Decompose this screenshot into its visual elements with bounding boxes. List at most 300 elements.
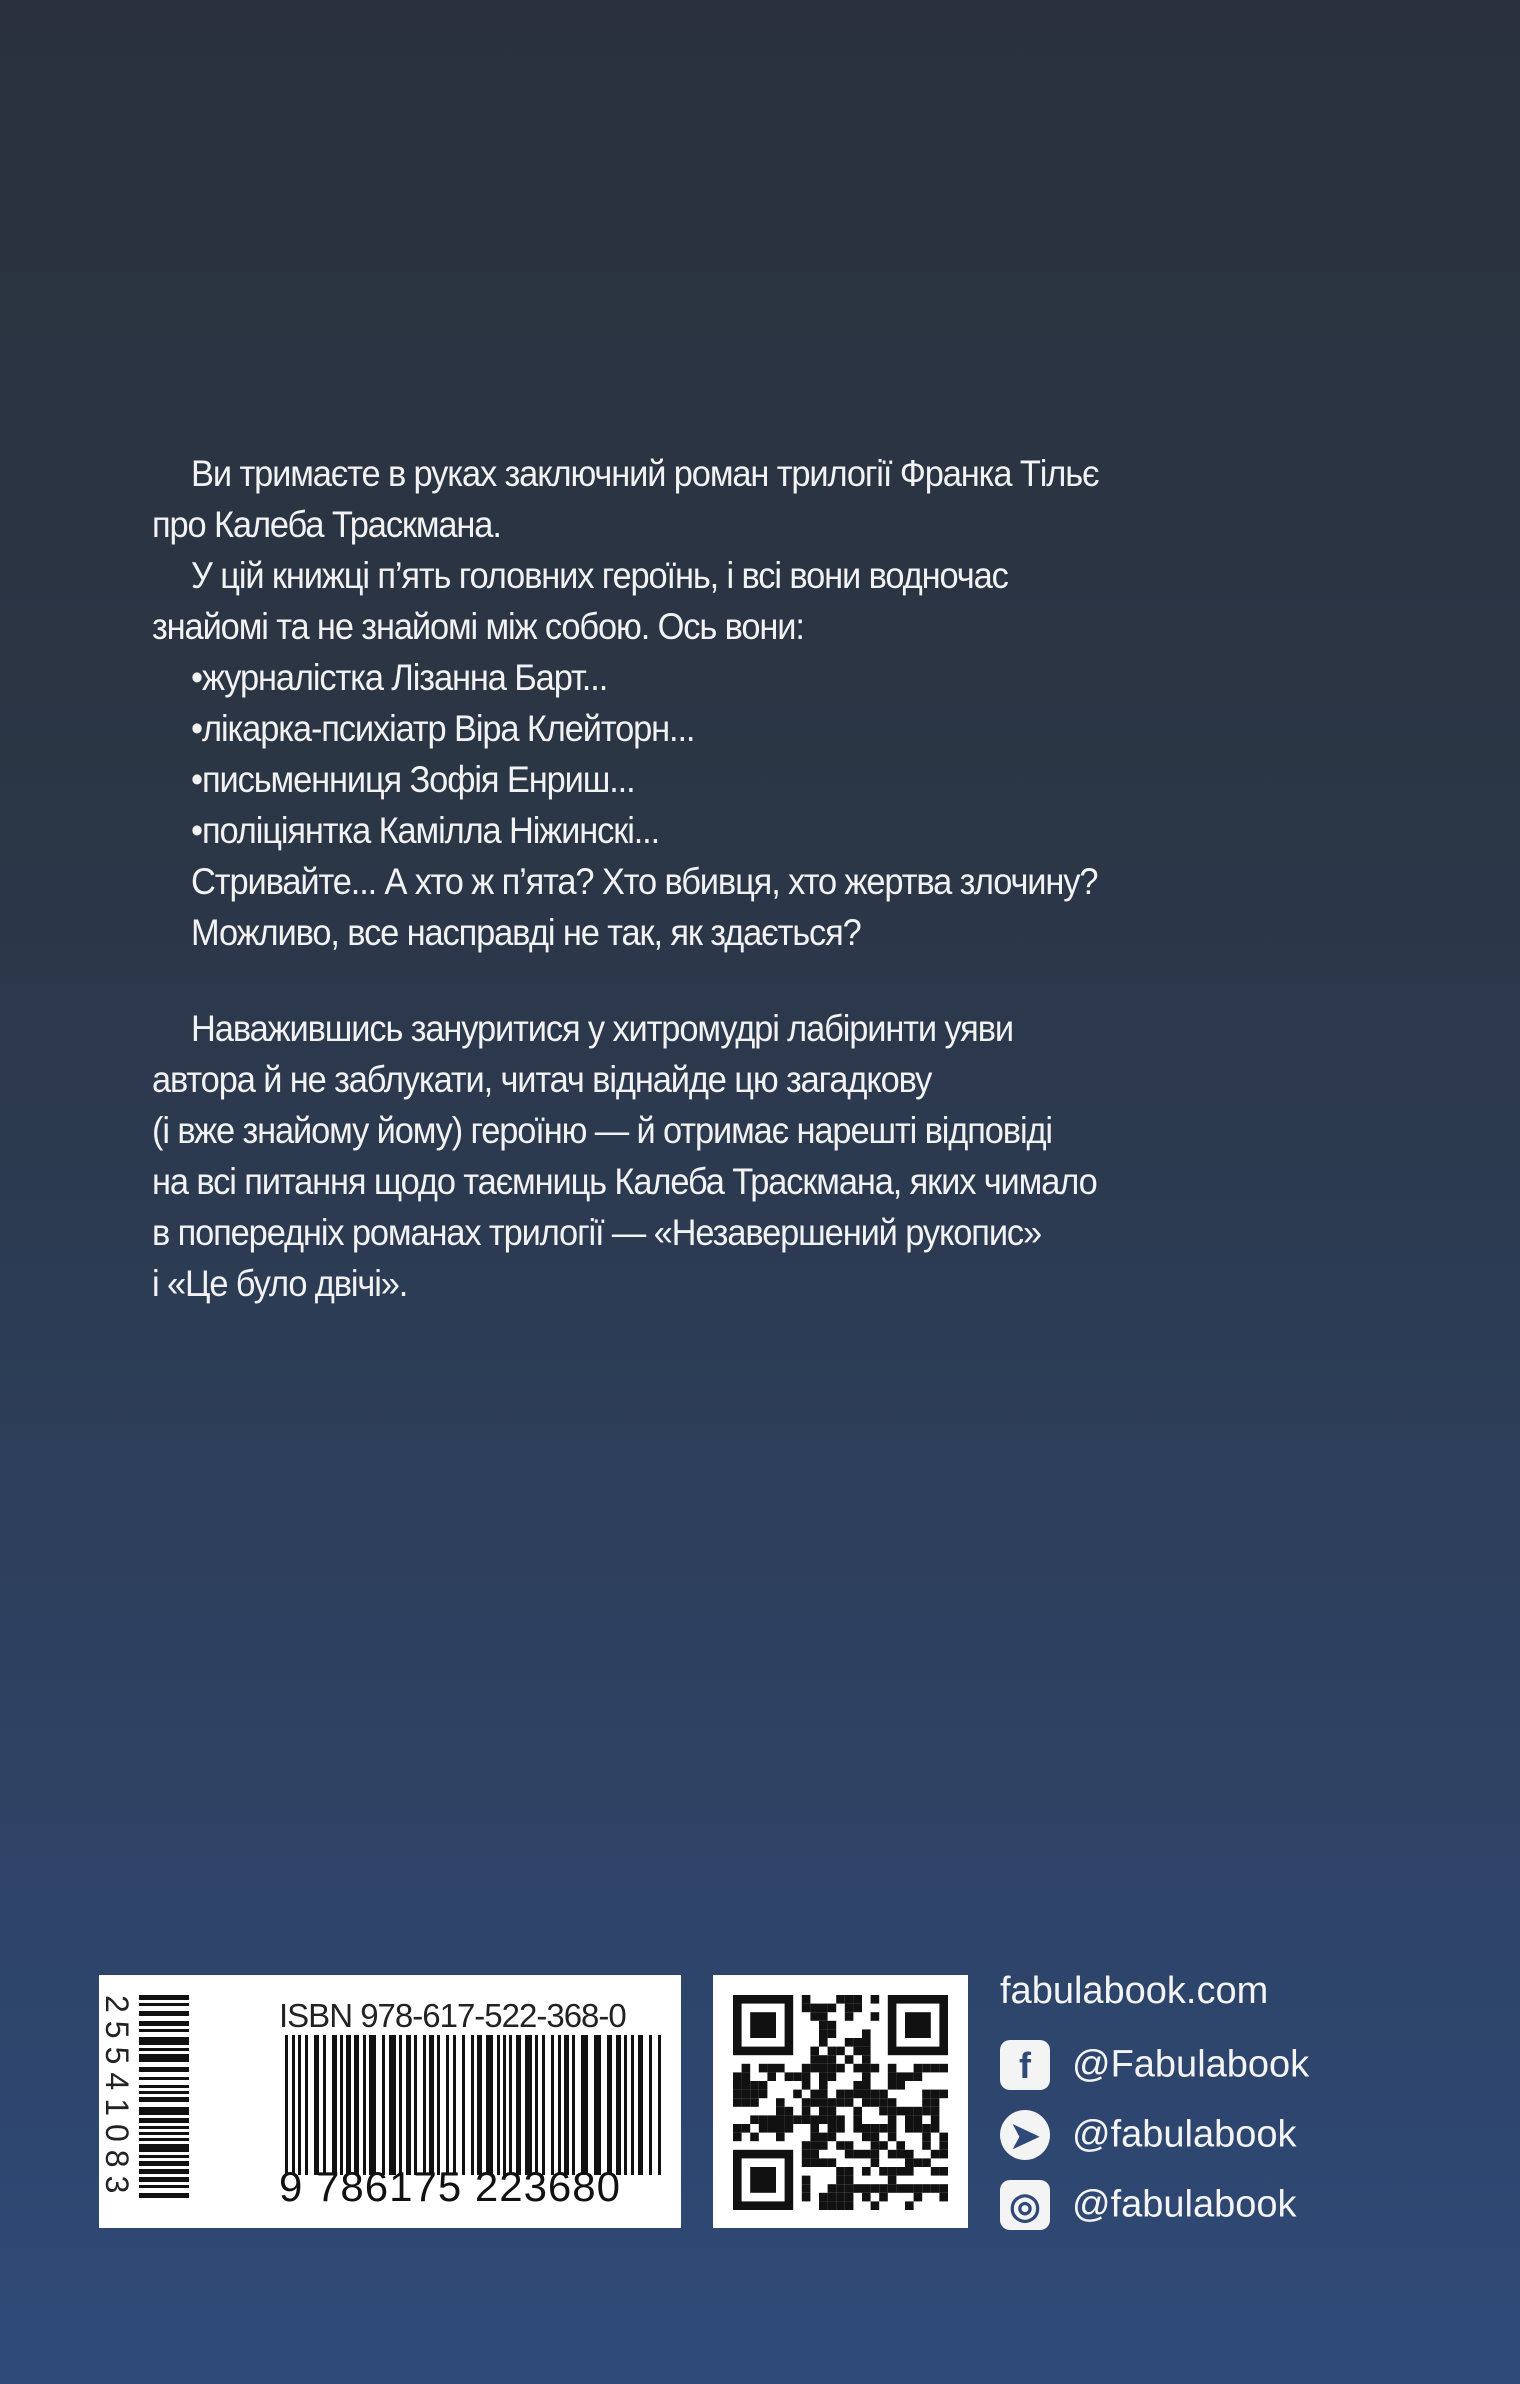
qr-module	[845, 2055, 854, 2064]
ean-digits: 9 786175 223680	[279, 2163, 621, 2210]
barcode-bar	[497, 2035, 500, 2175]
qr-module	[802, 1995, 811, 2004]
qr-module	[810, 2090, 819, 2099]
qr-module	[853, 2115, 862, 2124]
qr-module	[853, 2047, 862, 2056]
barcode-bar	[139, 2037, 189, 2045]
barcode-bar	[314, 2035, 319, 2175]
qr-module	[819, 2081, 828, 2090]
qr-module	[914, 2064, 923, 2073]
qr-module	[879, 2098, 888, 2107]
qr-module	[862, 2072, 871, 2081]
qr-module	[862, 2098, 871, 2107]
bullet-item: •лікарка-психіатр Віра Клейторн...	[191, 708, 695, 749]
qr-module	[862, 2167, 871, 2176]
qr-module	[888, 2081, 897, 2090]
telegram-handle: @fabulabook	[1072, 2113, 1297, 2156]
qr-module	[776, 2115, 785, 2124]
telegram-icon: ➤	[1000, 2110, 1050, 2160]
qr-module	[931, 2184, 940, 2193]
qr-module	[828, 2098, 837, 2107]
text-line: знайомі та не знайомі між собою. Ось вони:	[152, 606, 804, 647]
qr-module	[896, 2141, 905, 2150]
qr-module	[836, 2124, 845, 2133]
qr-module	[896, 2072, 905, 2081]
qr-module	[914, 2124, 923, 2133]
barcode-bar	[414, 2035, 417, 2175]
qr-module	[810, 2012, 819, 2021]
telegram-link[interactable]	[1000, 2110, 1297, 2160]
barcode-bar	[509, 2035, 512, 2175]
qr-module	[810, 2064, 819, 2073]
barcode-bar	[346, 2035, 351, 2175]
qr-module	[750, 2098, 759, 2107]
qr-module	[819, 2158, 828, 2167]
qr-module	[733, 2081, 742, 2090]
barcode-bar	[139, 2067, 189, 2072]
qr-module	[879, 2107, 888, 2116]
bullet-item: •поліціянтка Камілла Ніжинскі...	[191, 810, 660, 851]
qr-module	[896, 2167, 905, 2176]
barcode-bar	[616, 2035, 621, 2175]
qr-module	[871, 2090, 880, 2099]
qr-module	[939, 2133, 948, 2142]
qr-module	[776, 2124, 785, 2133]
barcode-bar	[139, 2048, 189, 2051]
qr-module	[819, 2193, 828, 2202]
barcode-bar	[363, 2035, 366, 2175]
qr-module	[767, 2124, 776, 2133]
instagram-handle: @fabulabook	[1072, 2183, 1297, 2226]
instagram-link[interactable]	[1000, 2180, 1297, 2230]
qr-module	[810, 2158, 819, 2167]
qr-module	[862, 2029, 871, 2038]
qr-module	[802, 2004, 811, 2013]
qr-module	[862, 2150, 871, 2159]
bullet-item: •журналістка Лізанна Барт...	[191, 657, 608, 698]
qr-module	[853, 2150, 862, 2159]
text-line: Стривайте... А хто ж п’ята? Хто вбивця, хто жертва злочину?	[191, 861, 1098, 902]
barcode-bar	[658, 2035, 661, 2175]
qr-module	[905, 2124, 914, 2133]
qr-module	[845, 2098, 854, 2107]
qr-module	[828, 2047, 837, 2056]
qr-module	[871, 2133, 880, 2142]
qr-module	[888, 2150, 897, 2159]
barcode-bar	[323, 2035, 326, 2175]
ean-barcode	[285, 2035, 665, 2175]
qr-module	[905, 2201, 914, 2210]
qr-finder-center	[750, 2012, 776, 2038]
instagram-icon: ◎	[1000, 2180, 1050, 2230]
text-line: автора й не заблукати, читач віднайде цю загадкову	[152, 1059, 932, 1100]
qr-module	[802, 2184, 811, 2193]
qr-module	[845, 2038, 854, 2047]
qr-module	[879, 2124, 888, 2133]
qr-module	[802, 2193, 811, 2202]
barcode-bar	[535, 2035, 538, 2175]
qr-module	[836, 2047, 845, 2056]
barcode-bar	[292, 2035, 295, 2175]
qr-module	[802, 2141, 811, 2150]
barcode-bar	[139, 2107, 189, 2115]
qr-module	[819, 2038, 828, 2047]
qr-module	[862, 2038, 871, 2047]
qr-module	[888, 2124, 897, 2133]
qr-module	[793, 2072, 802, 2081]
qr-module	[914, 2107, 923, 2116]
isbn-text: ISBN 978-617-522-368-0	[279, 1997, 626, 2034]
qr-module	[742, 2124, 751, 2133]
qr-module	[776, 2064, 785, 2073]
qr-module	[759, 2115, 768, 2124]
barcode-bar	[389, 2035, 396, 2175]
qr-module	[819, 2055, 828, 2064]
barcode-bar	[503, 2035, 506, 2175]
qr-module	[828, 2055, 837, 2064]
qr-module	[871, 2012, 880, 2021]
qr-module	[853, 2004, 862, 2013]
qr-module	[905, 2072, 914, 2081]
bullet-item: •письменниця Зофія Енриш...	[191, 759, 635, 800]
bullet-text: письменниця Зофія Енриш...	[202, 759, 635, 800]
qr-module	[862, 2184, 871, 2193]
barcode-bar	[139, 2021, 189, 2026]
qr-module	[810, 2115, 819, 2124]
qr-module	[819, 2107, 828, 2116]
qr-module	[742, 2098, 751, 2107]
barcode-bar	[624, 2035, 627, 2175]
qr-module	[767, 2064, 776, 2073]
qr-module	[836, 2090, 845, 2099]
qr-module	[836, 2064, 845, 2073]
qr-module	[914, 2115, 923, 2124]
qr-module	[819, 2133, 828, 2142]
barcode-bar	[446, 2035, 449, 2175]
barcode-bar	[340, 2035, 343, 2175]
qr-module	[802, 2081, 811, 2090]
barcode-bar	[638, 2035, 643, 2175]
barcode-bar	[139, 2029, 189, 2032]
qr-module	[888, 2176, 897, 2185]
barcode-bar	[305, 2035, 308, 2175]
qr-module	[836, 2098, 845, 2107]
qr-module	[879, 2090, 888, 2099]
qr-module	[819, 2021, 828, 2030]
qr-module	[759, 2064, 768, 2073]
barcode-bar	[139, 2054, 189, 2062]
qr-module	[888, 2072, 897, 2081]
qr-module	[879, 2184, 888, 2193]
qr-module	[828, 2029, 837, 2038]
barcode-bar	[139, 2144, 189, 2152]
qr-module	[871, 2150, 880, 2159]
qr-module	[853, 2064, 862, 2073]
qr-module	[802, 2064, 811, 2073]
qr-module	[733, 2133, 742, 2142]
barcode-bar	[406, 2035, 411, 2175]
barcode-bar	[285, 2035, 288, 2175]
qr-module	[896, 2107, 905, 2116]
qr-module	[905, 2167, 914, 2176]
qr-module	[836, 2193, 845, 2202]
barcode-bar	[486, 2035, 493, 2175]
qr-module	[896, 2150, 905, 2159]
barcode-bar	[139, 2169, 189, 2174]
qr-module	[819, 2004, 828, 2013]
qr-module	[871, 2141, 880, 2150]
qr-module	[750, 2133, 759, 2142]
qr-module	[853, 2184, 862, 2193]
barcode-bar	[525, 2035, 532, 2175]
qr-module	[862, 2124, 871, 2133]
qr-module	[750, 2081, 759, 2090]
barcode-label	[99, 1975, 681, 2228]
qr-module	[845, 2184, 854, 2193]
qr-module	[871, 2064, 880, 2073]
qr-module	[922, 2184, 931, 2193]
qr-module	[802, 2072, 811, 2081]
qr-module	[845, 2201, 854, 2210]
qr-module	[914, 2072, 923, 2081]
facebook-link[interactable]	[1000, 2040, 1309, 2090]
qr-module	[845, 2141, 854, 2150]
barcode-bar	[564, 2035, 569, 2175]
qr-module	[862, 2047, 871, 2056]
qr-module	[862, 2090, 871, 2099]
qr-module	[776, 2107, 785, 2116]
barcode-bar	[581, 2035, 588, 2175]
qr-module	[836, 2141, 845, 2150]
qr-module	[862, 2064, 871, 2073]
qr-module	[836, 2176, 845, 2185]
qr-module	[871, 2158, 880, 2167]
barcode-bar	[649, 2035, 652, 2175]
qr-module	[845, 2167, 854, 2176]
qr-code	[733, 1995, 948, 2210]
qr-module	[931, 2167, 940, 2176]
qr-module	[939, 2184, 948, 2193]
qr-module	[802, 2176, 811, 2185]
qr-module	[828, 2193, 837, 2202]
barcode-bar	[139, 2077, 189, 2080]
barcode-bar	[542, 2035, 545, 2175]
qr-module	[810, 2133, 819, 2142]
qr-module	[819, 2072, 828, 2081]
qr-module	[733, 2098, 742, 2107]
qr-module	[828, 2158, 837, 2167]
qr-module	[810, 2047, 819, 2056]
bullet-text: поліціянтка Камілла Ніжинскі...	[202, 810, 660, 851]
qr-module	[871, 2201, 880, 2210]
qr-module	[802, 2158, 811, 2167]
website-link[interactable]: fabulabook.com	[1000, 1970, 1269, 2012]
facebook-handle: @Fabulabook	[1072, 2043, 1310, 2086]
qr-module	[785, 2124, 794, 2133]
qr-module	[939, 2167, 948, 2176]
qr-module	[845, 2090, 854, 2099]
qr-module	[931, 2124, 940, 2133]
qr-module	[836, 2201, 845, 2210]
barcode-bar	[139, 2161, 189, 2166]
qr-module	[905, 2184, 914, 2193]
qr-module	[922, 2098, 931, 2107]
qr-module	[819, 2201, 828, 2210]
barcode-bar	[139, 2097, 189, 2102]
qr-module	[785, 2072, 794, 2081]
qr-module	[914, 2158, 923, 2167]
qr-module	[750, 2090, 759, 2099]
barcode-bar	[139, 1995, 189, 2000]
barcode-bar	[354, 2035, 359, 2175]
qr-module	[802, 2115, 811, 2124]
qr-module	[793, 2090, 802, 2099]
qr-module	[862, 2081, 871, 2090]
qr-module	[888, 2115, 897, 2124]
qr-module	[871, 1995, 880, 2004]
qr-module	[810, 2004, 819, 2013]
qr-module	[879, 2193, 888, 2202]
qr-module	[931, 2150, 940, 2159]
qr-module	[845, 2150, 854, 2159]
barcode-bar	[437, 2035, 440, 2175]
side-code: 25541083	[99, 1995, 135, 2202]
barcode-bar	[607, 2035, 612, 2175]
qr-module	[776, 2133, 785, 2142]
qr-module	[733, 2072, 742, 2081]
barcode-bar	[471, 2035, 474, 2175]
qr-module	[853, 2090, 862, 2099]
qr-module	[802, 2098, 811, 2107]
qr-module	[828, 2072, 837, 2081]
qr-module	[742, 2090, 751, 2099]
qr-module	[888, 2133, 897, 2142]
barcode-bar	[139, 2193, 189, 2198]
qr-module	[922, 2133, 931, 2142]
barcode-bar	[594, 2035, 601, 2175]
qr-module	[759, 2124, 768, 2133]
qr-module	[862, 2055, 871, 2064]
barcode-bar	[139, 2138, 189, 2141]
qr-module	[914, 2184, 923, 2193]
qr-module	[810, 2150, 819, 2159]
barcode-bar	[631, 2035, 634, 2175]
barcode-bar	[139, 2085, 189, 2088]
qr-module	[922, 2141, 931, 2150]
text-line: Ви тримаєте в руках заключний роман трилогії Франка Тільє	[191, 453, 1099, 494]
barcode-bar	[551, 2035, 554, 2175]
qr-module	[931, 2064, 940, 2073]
qr-module	[785, 2107, 794, 2116]
barcode-bar	[298, 2035, 301, 2175]
qr-module	[828, 2124, 837, 2133]
barcode-bar	[139, 2011, 189, 2016]
qr-module	[931, 2090, 940, 2099]
qr-module	[905, 2107, 914, 2116]
barcode-bar	[462, 2035, 465, 2175]
qr-module	[845, 2193, 854, 2202]
barcode-bar	[423, 2035, 426, 2175]
qr-module	[828, 2004, 837, 2013]
qr-module	[871, 2124, 880, 2133]
qr-module	[819, 2141, 828, 2150]
qr-module	[871, 2184, 880, 2193]
text-line: про Калеба Траскмана.	[152, 504, 501, 545]
barcode-bar	[139, 2185, 189, 2188]
qr-module	[939, 2090, 948, 2099]
qr-module	[785, 2115, 794, 2124]
qr-module	[888, 2107, 897, 2116]
qr-module	[810, 2055, 819, 2064]
qr-module	[819, 2098, 828, 2107]
qr-module	[888, 2167, 897, 2176]
qr-module	[828, 2184, 837, 2193]
text-line: і «Це було двічі».	[152, 1263, 408, 1304]
qr-module	[750, 2115, 759, 2124]
qr-module	[905, 2115, 914, 2124]
barcode-bar	[139, 2118, 189, 2123]
qr-module	[793, 2115, 802, 2124]
barcode-bar	[139, 2003, 189, 2006]
barcode-bar	[139, 2091, 189, 2094]
barcode-bar	[139, 2155, 189, 2158]
barcode-bar	[558, 2035, 561, 2175]
text-line: У цій книжці п’ять головних героїнь, і всі вони водночас	[191, 555, 1008, 596]
qr-module	[819, 2029, 828, 2038]
qr-finder-center	[905, 2012, 931, 2038]
barcode-bar	[369, 2035, 376, 2175]
qr-module	[888, 2098, 897, 2107]
qr-module	[862, 2133, 871, 2142]
qr-module	[733, 2090, 742, 2099]
qr-module	[939, 2064, 948, 2073]
qr-module	[836, 2115, 845, 2124]
bullet-text: лікарка-психіатр Віра Клейторн...	[202, 708, 695, 749]
qr-module	[828, 2021, 837, 2030]
barcode-bar	[382, 2035, 385, 2175]
qr-module	[853, 2038, 862, 2047]
qr-module	[939, 2150, 948, 2159]
barcode-bar	[139, 2132, 189, 2135]
qr-module	[819, 2012, 828, 2021]
qr-module	[905, 2158, 914, 2167]
qr-code-label	[713, 1975, 968, 2228]
qr-module	[845, 1995, 854, 2004]
qr-module	[828, 2201, 837, 2210]
qr-module	[828, 2115, 837, 2124]
qr-module	[810, 2098, 819, 2107]
qr-module	[931, 2098, 940, 2107]
qr-module	[862, 2193, 871, 2202]
qr-module	[802, 2150, 811, 2159]
qr-module	[742, 2072, 751, 2081]
barcode-bar	[477, 2035, 482, 2175]
qr-module	[767, 2072, 776, 2081]
qr-module	[922, 2064, 931, 2073]
bullet-text: журналістка Лізанна Барт...	[202, 657, 608, 698]
barcode-bar	[572, 2035, 575, 2175]
qr-module	[836, 2167, 845, 2176]
text-line: Можливо, все насправді не так, як здається?	[191, 912, 861, 953]
qr-module	[828, 2133, 837, 2142]
barcode-bar	[516, 2035, 521, 2175]
qr-module	[853, 2081, 862, 2090]
qr-module	[879, 2141, 888, 2150]
qr-module	[922, 2158, 931, 2167]
qr-module	[836, 1995, 845, 2004]
qr-module	[853, 2107, 862, 2116]
qr-module	[819, 2064, 828, 2073]
